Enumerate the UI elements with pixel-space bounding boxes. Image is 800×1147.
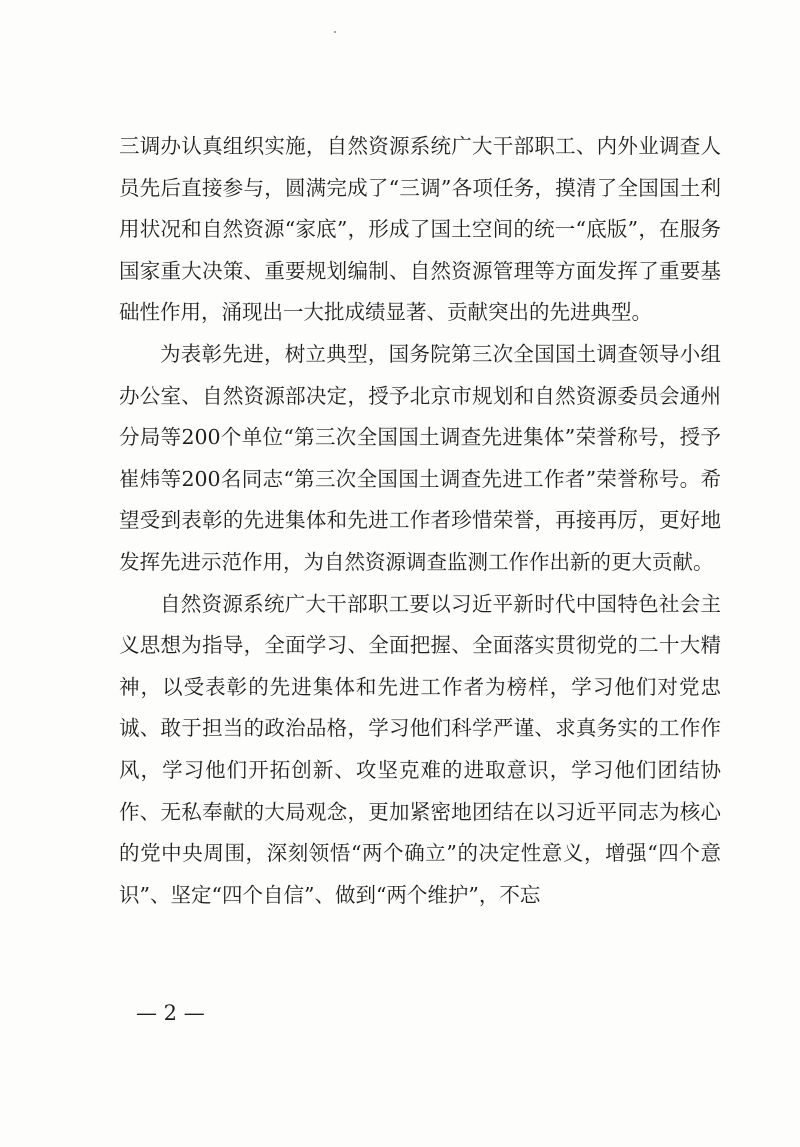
scan-speck xyxy=(334,31,336,33)
paragraph-continuation: 三调办认真组织实施，自然资源系统广大干部职工、内外业调查人员先后直接参与，圆满完成了“三调”各项任务，摸清了全国国土利用状况和自然资源“家底”，形成了国土空间的统一“底版”，在服务国家重大决策、重要规划编制、自然资源管理等方面发挥了重要基础性作用，涌现出一大批成绩显著、贡献突出的先进典型。 xyxy=(119,134,721,325)
paragraph-call-to-action: 自然资源系统广大干部职工要以习近平新时代中国特色社会主义思想为指导，全面学习、全面把握、全面落实贯彻党的二十大精神，以受表彰的先进集体和先进工作者为榜样，学习他们对党忠诚、敢于担当的政治品格，学习他们科学严谨、求真务实的工作作风，学习他们开拓创新、攻坚克难的进取意识，学习他们团结协作、无私奉献的大局观念，更加紧密地团结在以习近平同志为核心的党中央周围，深刻领悟“两个确立”的决定性意义，增强“四个意识”、坚定“四个自信”、做到“两个维护”，不忘 xyxy=(119,591,721,907)
paragraph-commendation: 为表彰先进，树立典型，国务院第三次全国国土调查领导小组办公室、自然资源部决定，授予北京市规划和自然资源委员会通州分局等200个单位“第三次全国国土调查先进集体”荣誉称号，授予崔炜等200名同志“第三次全国国土调查先进工作者”荣誉称号。希望受到表彰的先进集体和先进工作者珍惜荣誉，再接再厉，更好地发挥先进示范作用，为自然资源调查监测工作作出新的更大贡献。 xyxy=(119,341,721,574)
body-text xyxy=(119,126,721,916)
page-number: — 2 — xyxy=(136,1001,205,1025)
